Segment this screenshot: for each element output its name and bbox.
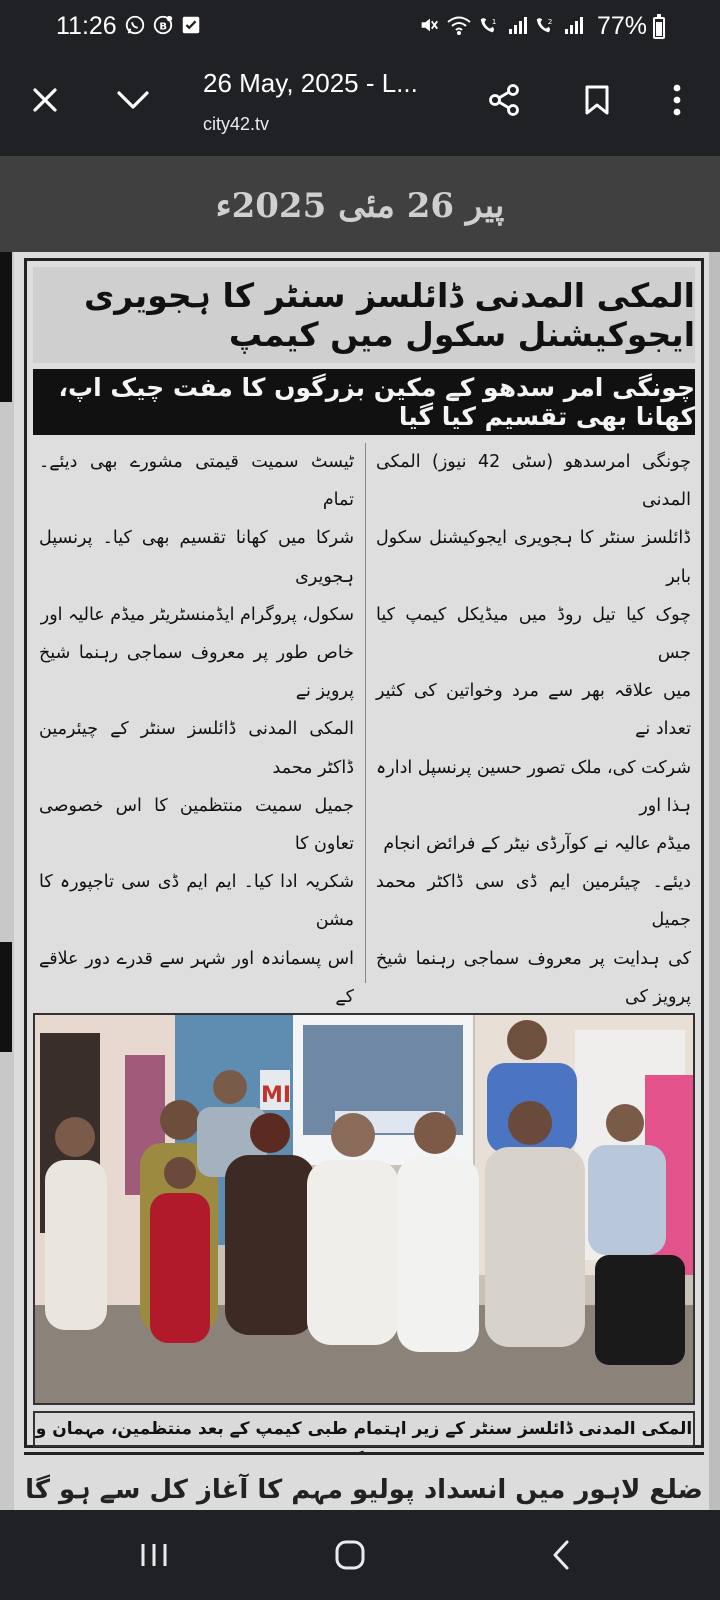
text-line: میڈم عالیہ نے کوآرڈی نیٹر کے فرائض انجام <box>383 834 691 855</box>
battery-icon <box>653 17 665 39</box>
next-article-fragment <box>24 1452 704 1510</box>
text-line: کی ہدایت پر معروف سماجی رہنما شیخ پرویز کی <box>376 948 691 1007</box>
check-square-icon <box>180 14 202 36</box>
text-line: شرکا میں کھانا تقسیم بھی کیا۔ پرنسپل ہجویری <box>39 528 354 587</box>
article-subheadline: چونگی امر سدھو کے مکین بزرگوں کا مفت چیک اپ، کھانا بھی تقسیم کیا گیا <box>33 369 695 435</box>
text-line: ٹیسٹ سمیت قیمتی مشورے بھی دیئے۔ تمام <box>39 452 354 511</box>
back-button[interactable] <box>531 1532 591 1578</box>
whatsapp-icon <box>124 14 146 36</box>
chevron-down-icon <box>116 89 150 111</box>
recent-apps-icon <box>139 1542 169 1568</box>
text-line: جمیل سمیت منتظمین کا اس خصوصی تعاون کا <box>39 795 354 855</box>
photo-caption: المکی المدنی ڈائلسز سنٹر کے زیر اہتمام طبی کیمپ کے بعد منتظمین، مہمان و <box>33 1411 695 1447</box>
adjacent-column-right <box>709 252 720 1510</box>
next-article-text: ضلع لاہور میں انسداد پولیو مہم کا آغاز کل سے ہو گا <box>25 1475 703 1505</box>
column-divider <box>365 443 366 983</box>
publication-date: پیر 26 مئی 2025ء <box>215 186 505 226</box>
custom-tab-toolbar <box>0 56 720 156</box>
article-headline: المکی المدنی ڈائلسز سنٹر کا ہجویری ایجوکیشنل سکول میں کیمپ <box>33 267 695 363</box>
date-header <box>0 156 720 252</box>
page-title[interactable]: 26 May, 2025 - L... <box>203 68 418 98</box>
close-icon <box>31 86 59 114</box>
text-line: چونگی امرسدھو (سٹی 42 نیوز) المکی المدنی <box>376 452 691 511</box>
back-icon <box>551 1539 571 1571</box>
signal-sim2-icon <box>562 14 584 36</box>
more-vert-icon <box>673 83 681 117</box>
text-line: اس پسماندہ اور شہر سے قدرے دور علاقے کے <box>39 948 354 1007</box>
clock: 11:26 <box>56 12 117 40</box>
text-line: میں علاقہ بھر سے مرد وخواتین کی کثیر تعداد نے <box>376 681 691 740</box>
home-button[interactable] <box>320 1532 380 1578</box>
text-line: خاص طور پر معروف سماجی رہنما شیخ پرویز نے <box>39 643 354 702</box>
group-photo <box>33 1013 695 1405</box>
vowifi-sim1-icon <box>478 14 500 36</box>
text-line: شکریہ ادا کیا۔ ایم ایم ڈی سی تاجپورہ کا مشن <box>39 872 354 931</box>
svg-text:B: B <box>159 21 168 33</box>
wifi-icon <box>446 14 472 36</box>
bookmark-icon <box>584 84 610 116</box>
adjacent-column-left <box>0 252 14 1510</box>
text-line: المکی المدنی ڈائلسز سنٹر کے چیئرمین ڈاکٹر محمد <box>39 719 354 778</box>
minimize-button[interactable] <box>109 76 157 124</box>
share-button[interactable] <box>480 76 528 124</box>
text-line: ڈائلسز سنٹر کا ہجویری ایجوکیشنل سکول بابر <box>376 528 691 587</box>
system-navigation-bar <box>0 1510 720 1600</box>
page-url[interactable]: city42.tv <box>203 114 270 134</box>
signal-sim1-icon <box>506 14 528 36</box>
recent-apps-button[interactable] <box>124 1532 184 1578</box>
battery-percent: 77% <box>597 12 648 40</box>
text-line: چوک کیا تیل روڈ میں میڈیکل کیمپ کیا جس <box>376 604 691 664</box>
text-line: سکول، پروگرام ایڈمنسٹریٹر میڈم عالیہ اور <box>40 604 354 625</box>
home-icon <box>334 1539 366 1571</box>
mute-icon <box>418 14 440 36</box>
svg-text:1: 1 <box>491 17 497 27</box>
vowifi-sim2-icon <box>534 14 556 36</box>
close-button[interactable] <box>21 76 69 124</box>
share-icon <box>487 83 521 117</box>
status-bar <box>0 0 720 56</box>
text-line: شرکت کی، ملک تصور حسین پرنسپل ادارہ ہذا اور <box>376 757 691 816</box>
newspaper-clipping[interactable] <box>0 156 720 1510</box>
svg-text:2: 2 <box>547 17 553 27</box>
bookmark-button[interactable] <box>573 76 621 124</box>
sign-text: MI <box>261 1083 292 1108</box>
text-line: دیئے۔ چیئرمین ایم ڈی سی ڈاکٹر محمد جمیل <box>376 872 691 931</box>
whatsapp-business-icon <box>152 14 174 36</box>
news-article <box>24 258 704 1448</box>
more-options-button[interactable] <box>653 76 701 124</box>
